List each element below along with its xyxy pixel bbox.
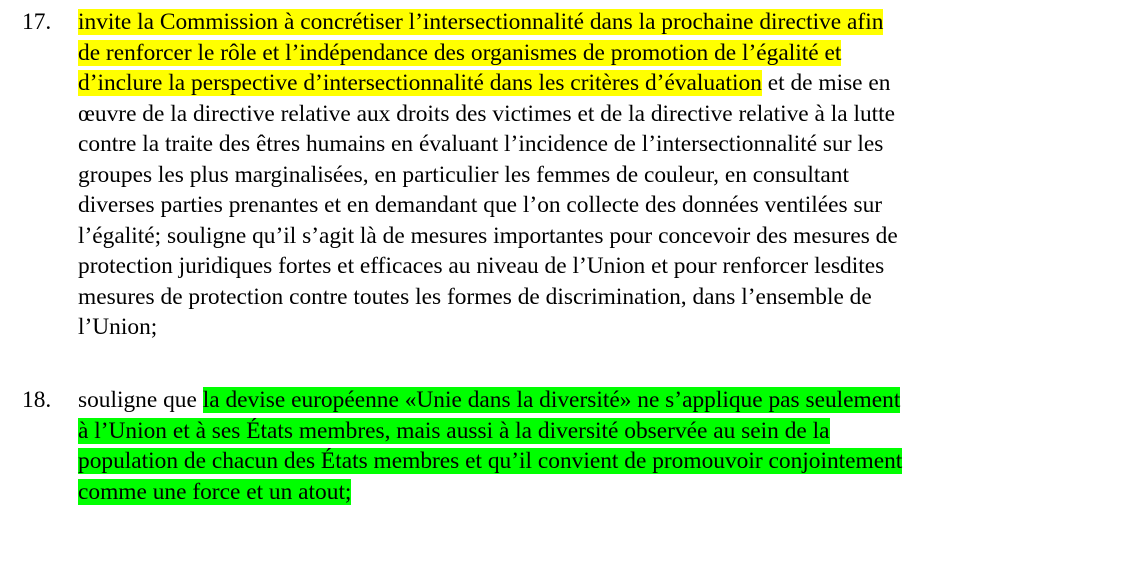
text-run: et de mise en [761,70,891,96]
highlighted-text-green: comme une force et un atout; [78,478,352,505]
text-run: œuvre de la directive relative aux droits des victimes et de la directive relative à la lutte [78,100,896,127]
highlighted-text-green: à l’Union et à ses États membres, mais aussi à la diversité observée au sein de la [78,417,830,444]
paragraph-text [78,385,1110,507]
paragraph-number: 18. [22,387,52,413]
text-line [78,7,1110,38]
text-line [78,190,1110,221]
highlighted-text-yellow: invite la Commission à concrétiser l’intersectionnalité dans la prochaine directive afin [78,9,884,35]
text-line [78,446,1110,477]
text-line [78,38,1110,69]
text-run: souligne que [78,387,203,413]
text-run: protection juridiques fortes et efficaces au niveau de l’Union et pour renforcer lesdites [78,253,885,279]
text-line [78,99,1110,130]
highlighted-text-green: population de chacun des États membres et qu’il convient de promouvoir conjointement [78,448,903,474]
text-line [78,68,1110,99]
text-run: contre la traite des êtres humains en évaluant l’incidence de l’intersectionnalité sur les [78,131,884,157]
highlighted-text-yellow: d’inclure la perspective d’intersectionnalité dans les critères d’évaluation [78,70,762,96]
text-run: groupes les plus marginalisées, en particulier les femmes de couleur, en consultant [78,161,849,188]
text-run: mesures de protection contre toutes les formes de discrimination, dans l’ensemble de [78,283,872,310]
text-line [78,129,1110,160]
highlighted-text-green: la devise européenne «Unie dans la diversité» ne s’applique pas seulement [202,387,901,413]
text-line [78,312,1110,343]
paragraph-number: 17. [22,9,52,35]
highlighted-text-yellow: de renforcer le rôle et l’indépendance des organismes de promotion de l’égalité et [78,39,842,66]
text-line [78,221,1110,252]
text-line [78,477,1110,508]
text-line [78,282,1110,313]
text-line [78,385,1110,416]
paragraph-text [78,7,1110,343]
text-line [78,160,1110,191]
text-run: l’égalité; souligne qu’il s’agit là de mesures importantes pour concevoir des mesures de [78,222,898,249]
text-run: l’Union; [78,314,158,340]
text-line [78,251,1110,282]
text-line [78,416,1110,447]
text-run: diverses parties prenantes et en demandant que l’on collecte des données ventilées sur [78,192,883,218]
